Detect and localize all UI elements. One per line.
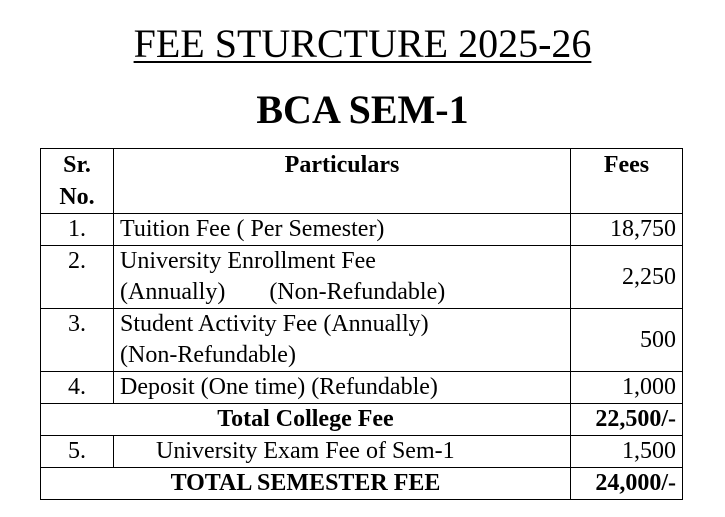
document-title: FEE STURCTURE 2025-26	[133, 21, 592, 66]
row-particular-line2a: (Annually)	[120, 279, 226, 305]
row-particular-line1: Student Activity Fee (Annually)	[120, 311, 429, 337]
row-fee: 2,250	[571, 246, 683, 309]
row-particular: Tuition Fee ( Per Semester)	[114, 214, 571, 246]
row-sr-no: 1.	[41, 214, 114, 246]
row-sr-no: 5.	[41, 436, 114, 468]
row-particular-line2: (Non-Refundable)	[120, 342, 296, 368]
header-sr-line1: Sr.	[63, 152, 91, 178]
row-particular-line1: University Enrollment Fee	[120, 248, 376, 274]
total-semester-fee-row	[41, 468, 683, 500]
row-sr-no: 4.	[41, 372, 114, 404]
table-header-row	[41, 149, 683, 214]
table-row	[41, 309, 683, 372]
fee-table	[40, 148, 683, 500]
row-particular-line2b: (Non-Refundable)	[269, 279, 446, 305]
table-row	[41, 436, 683, 468]
row-fee: 500	[571, 309, 683, 372]
total-semester-fee-value: 24,000/-	[571, 468, 683, 500]
document-subtitle: BCA SEM-1	[256, 87, 469, 132]
row-particular-line2	[120, 277, 564, 308]
header-fees: Fees	[571, 149, 683, 214]
row-sr-no: 2.	[41, 246, 114, 309]
row-particular: University Exam Fee of Sem-1	[114, 436, 571, 468]
total-semester-fee-label: TOTAL SEMESTER FEE	[41, 468, 571, 500]
table-row	[41, 246, 683, 309]
row-sr-no: 3.	[41, 309, 114, 372]
total-college-fee-value: 22,500/-	[571, 404, 683, 436]
header-particulars: Particulars	[114, 149, 571, 214]
row-particular: Deposit (One time) (Refundable)	[114, 372, 571, 404]
total-college-fee-label: Total College Fee	[41, 404, 571, 436]
row-particular	[114, 309, 571, 372]
row-fee: 1,000	[571, 372, 683, 404]
header-sr-line2: No.	[59, 184, 95, 210]
table-row	[41, 372, 683, 404]
row-particular	[114, 246, 571, 309]
row-fee: 18,750	[571, 214, 683, 246]
row-fee: 1,500	[571, 436, 683, 468]
table-row	[41, 214, 683, 246]
header-sr-no	[41, 149, 114, 214]
total-college-fee-row	[41, 404, 683, 436]
